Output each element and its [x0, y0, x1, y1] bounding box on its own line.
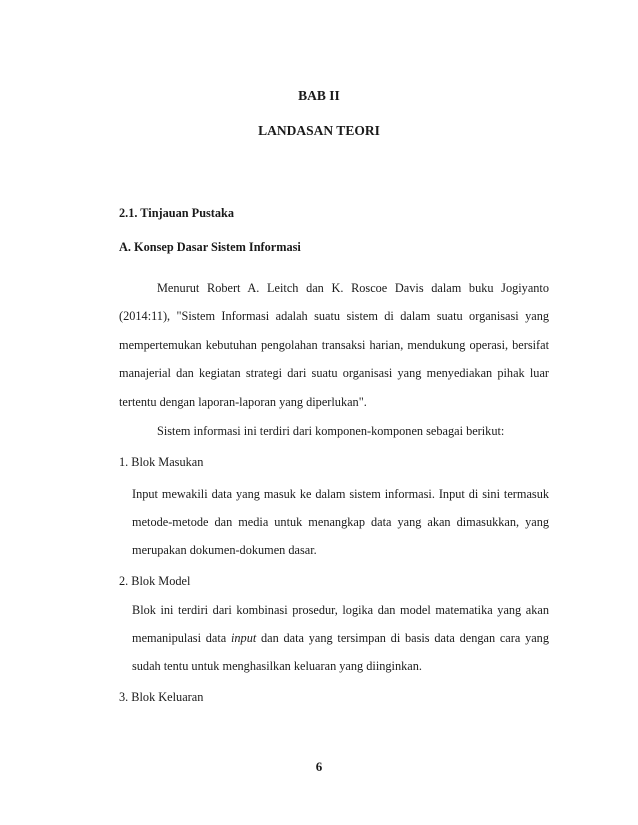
paragraph-1-line-2: (2014:11), "Sistem Informasi adalah suatu sistem di dalam suatu organisasi yang — [119, 309, 549, 323]
list-item-2-line-2-pre: memanipulasi data — [132, 631, 231, 645]
subsection-heading: A. Konsep Dasar Sistem Informasi — [119, 240, 301, 254]
list-item-1-line-2: metode-metode dan media untuk menangkap data yang akan dimasukkan, yang — [132, 515, 549, 529]
paragraph-1-line-4: manajerial dan kegiatan strategi dari suatu organisasi yang menyediakan pihak luar — [119, 366, 549, 380]
paragraph-1-line-5: tertentu dengan laporan-laporan yang diperlukan". — [119, 395, 367, 409]
list-item-3-label: 3. Blok Keluaran — [119, 690, 204, 704]
list-item-2-line-3: sudah tentu untuk menghasilkan keluaran yang diinginkan. — [132, 659, 422, 673]
paragraph-2-line-1: Sistem informasi ini terdiri dari komponen-komponen sebagai berikut: — [157, 424, 505, 438]
paragraph-1-line-1: Menurut Robert A. Leitch dan K. Roscoe Davis dalam buku Jogiyanto — [157, 281, 549, 295]
chapter-title: LANDASAN TEORI — [258, 123, 380, 138]
list-item-1-label: 1. Blok Masukan — [119, 455, 204, 469]
list-item-1-line-1: Input mewakili data yang masuk ke dalam sistem informasi. Input di sini termasuk — [132, 487, 549, 501]
list-item-2-line-1: Blok ini terdiri dari kombinasi prosedur, logika dan model matematika yang akan — [132, 603, 549, 617]
list-item-2-line-2-post: dan data yang tersimpan di basis data dengan cara yang — [256, 631, 549, 645]
chapter-number: BAB II — [298, 88, 340, 103]
page-number: 6 — [315, 759, 323, 774]
section-heading: 2.1. Tinjauan Pustaka — [119, 206, 235, 220]
input-term: input — [230, 631, 257, 645]
list-item-2-label: 2. Blok Model — [119, 574, 191, 588]
paragraph-1-line-3: mempertemukan kebutuhan pengolahan transaksi harian, mendukung operasi, bersifat — [119, 338, 549, 352]
list-item-2-line-2 — [132, 631, 549, 646]
list-item-1-line-3: merupakan dokumen-dokumen dasar. — [132, 543, 317, 557]
